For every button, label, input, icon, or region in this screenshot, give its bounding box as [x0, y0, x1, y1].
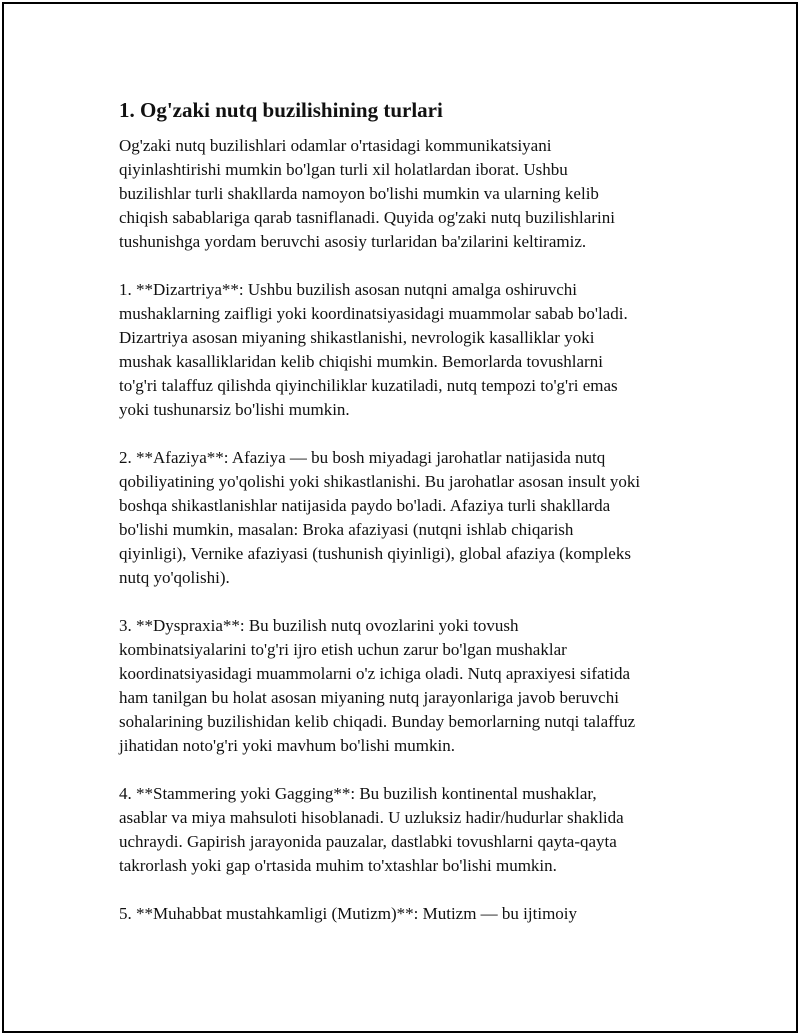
- paragraph-line: takrorlash yoki gap o'rtasida muhim to'xtashlar bo'lishi mumkin.: [119, 856, 557, 875]
- afaziya-paragraph: [119, 446, 699, 590]
- page-frame: [2, 2, 798, 1033]
- paragraph-line: chiqish sabablariga qarab tasniflanadi. Quyida og'zaki nutq buzilishlarini: [119, 208, 615, 227]
- paragraph-line: qobiliyatining yo'qolishi yoki shikastlanishi. Bu jarohatlar asosan insult yoki: [119, 472, 641, 491]
- intro-paragraph: [119, 134, 699, 254]
- paragraph-line: 4. **Stammering yoki Gagging**: Bu buzilish kontinental mushaklar,: [119, 784, 597, 803]
- document-body: [119, 96, 699, 950]
- paragraph-line: bo'lishi mumkin, masalan: Broka afaziyasi (nutqni ishlab chiqarish: [119, 520, 574, 539]
- paragraph-line: koordinatsiyasidagi muammolarni o'z ichiga oladi. Nutq apraxiyesi sifatida: [119, 664, 631, 683]
- paragraph-line: asablar va miya mahsuloti hisoblanadi. U uzluksiz hadir/hudurlar shaklida: [119, 808, 624, 827]
- paragraph-line: mushaklarning zaifligi yoki koordinatsiyasidagi muammolar sabab bo'ladi.: [119, 304, 628, 323]
- paragraph-line: qiyinlashtirishi mumkin bo'lgan turli xil holatlardan iborat. Ushbu: [119, 160, 568, 179]
- paragraph-line: kombinatsiyalarini to'g'ri ijro etish uchun zarur bo'lgan mushaklar: [119, 640, 567, 659]
- paragraph-line: Og'zaki nutq buzilishlari odamlar o'rtasidagi kommunikatsiyani: [119, 136, 552, 155]
- paragraph-line: uchraydi. Gapirish jarayonida pauzalar, dastlabki tovushlarni qayta-qayta: [119, 832, 617, 851]
- paragraph-line: to'g'ri talaffuz qilishda qiyinchiliklar kuzatiladi, nutq tempozi to'g'ri emas: [119, 376, 618, 395]
- paragraph-line: boshqa shikastlanishlar natijasida paydo bo'ladi. Afaziya turli shakllarda: [119, 496, 611, 515]
- paragraph-line: buzilishlar turli shakllarda namoyon bo'lishi mumkin va ularning kelib: [119, 184, 599, 203]
- paragraph-line: sohalarining buzilishidan kelib chiqadi. Bunday bemorlarning nutqi talaffuz: [119, 712, 636, 731]
- paragraph-line: 5. **Muhabbat mustahkamligi (Mutizm)**: Mutizm — bu ijtimoiy: [119, 904, 578, 923]
- dyspraxia-paragraph: [119, 614, 699, 758]
- paragraph-line: qiyinligi), Vernike afaziyasi (tushunish qiyinligi), global afaziya (kompleks: [119, 544, 631, 563]
- paragraph-line: mushak kasalliklaridan kelib chiqishi mumkin. Bemorlarda tovushlarni: [119, 352, 603, 371]
- paragraph-line: tushunishga yordam beruvchi asosiy turlaridan ba'zilarini keltiramiz.: [119, 232, 587, 251]
- paragraph-line: yoki tushunarsiz bo'lishi mumkin.: [119, 400, 350, 419]
- paragraph-line: nutq yo'qolishi).: [119, 568, 230, 587]
- mutizm-paragraph: [119, 902, 699, 926]
- document-title: 1. Og'zaki nutq buzilishining turlari: [119, 98, 443, 122]
- paragraph-line: Dizartriya asosan miyaning shikastlanishi, nevrologik kasalliklar yoki: [119, 328, 595, 347]
- paragraph-line: ham tanilgan bu holat asosan miyaning nutq jarayonlariga javob beruvchi: [119, 688, 619, 707]
- paragraph-line: 1. **Dizartriya**: Ushbu buzilish asosan nutqni amalga oshiruvchi: [119, 280, 577, 299]
- paragraph-line: 2. **Afaziya**: Afaziya — bu bosh miyadagi jarohatlar natijasida nutq: [119, 448, 606, 467]
- paragraph-line: 3. **Dyspraxia**: Bu buzilish nutq ovozlarini yoki tovush: [119, 616, 519, 635]
- dizartriya-paragraph: [119, 278, 699, 422]
- paragraph-line: jihatidan noto'g'ri yoki mavhum bo'lishi mumkin.: [119, 736, 455, 755]
- stammering-paragraph: [119, 782, 699, 878]
